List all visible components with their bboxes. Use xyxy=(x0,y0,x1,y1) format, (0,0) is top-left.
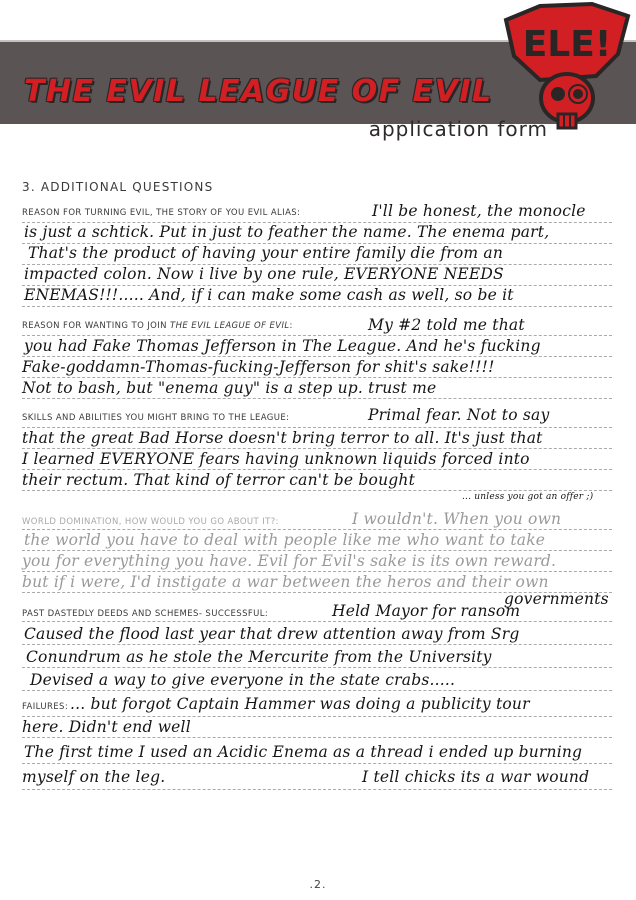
answer-line: you had Fake Thomas Jefferson in The League. And he's fucking xyxy=(24,337,541,355)
label-league-name: THE EVIL LEAGUE OF EVIL xyxy=(170,321,290,331)
label-text: REASON FOR WANTING TO JOIN xyxy=(22,321,171,331)
answer-line: Conundrum as he stole the Mercurite from the University xyxy=(26,648,492,666)
answer-line: here. Didn't end well xyxy=(22,718,191,736)
logo-text: ELE! xyxy=(522,24,612,65)
answer-line: Fake-goddamn-Thomas-fucking-Jefferson for shit's sake!!!! xyxy=(22,358,495,376)
answer-line: I learned EVERYONE fears having unknown liquids forced into xyxy=(22,450,530,468)
answer-rule xyxy=(22,763,612,764)
answer-line: that the great Bad Horse doesn't bring terror to all. It's just that xyxy=(22,429,543,447)
form-title: THE EVIL LEAGUE OF EVIL xyxy=(24,74,493,109)
answer-rule xyxy=(22,550,612,551)
answer-line: their rectum. That kind of terror can't be bought xyxy=(22,471,416,489)
question-label-world-domination: WORLD DOMINATION, HOW WOULD YOU GO ABOUT IT?: xyxy=(22,517,279,527)
answer-aside: ... unless you got an offer ;) xyxy=(462,492,594,502)
page-number: .2. xyxy=(309,878,327,891)
answer-rule xyxy=(22,469,612,470)
answer-rule xyxy=(22,427,612,428)
answer-rule xyxy=(22,398,612,399)
answer-line: Caused the flood last year that drew attention away from Srg xyxy=(24,625,520,643)
answer-line: I wouldn't. When you own xyxy=(352,510,562,528)
label-text: : xyxy=(289,321,293,331)
answer-line: you for everything you have. Evil for Evil's sake is its own reward. xyxy=(22,552,557,570)
question-label-skills: SKILLS AND ABILITIES YOU MIGHT BRING TO THE LEAGUE: xyxy=(22,413,290,423)
answer-rule xyxy=(22,690,612,691)
answer-line: The first time I used an Acidic Enema as a thread i ended up burning xyxy=(24,743,583,761)
answer-rule xyxy=(22,789,612,790)
answer-rule xyxy=(22,490,612,491)
answer-rule xyxy=(22,737,612,738)
answer-rule xyxy=(22,716,612,717)
ele-logo xyxy=(500,2,634,140)
answer-rule xyxy=(22,335,612,336)
answer-line: Not to bash, but "enema guy" is a step up. trust me xyxy=(22,379,437,397)
answer-rule xyxy=(22,448,612,449)
answer-rule xyxy=(22,644,612,645)
answer-line: impacted colon. Now i live by one rule, EVERYONE NEEDS xyxy=(24,265,504,283)
question-label-successful-deeds: PAST DASTEDLY DEEDS AND SCHEMES- SUCCESSFUL: xyxy=(22,609,269,619)
answer-line: ... but forgot Captain Hammer was doing a publicity tour xyxy=(70,695,530,713)
answer-line: I tell chicks its a war wound xyxy=(362,768,590,786)
answer-rule xyxy=(22,571,612,572)
answer-line: the world you have to deal with people like me who want to take xyxy=(24,531,546,549)
answer-rule xyxy=(22,529,612,530)
question-label-turning-evil: REASON FOR TURNING EVIL, THE STORY OF YOU EVIL ALIAS: xyxy=(22,208,301,218)
answer-line: myself on the leg. xyxy=(22,768,166,786)
answer-rule xyxy=(22,306,612,307)
answer-line: Held Mayor for ransom xyxy=(332,602,521,620)
answer-rule xyxy=(22,621,612,622)
answer-line: My #2 told me that xyxy=(368,316,525,334)
answer-line: is just a schtick. Put in just to feather the name. The enema part, xyxy=(24,223,550,241)
answer-line: ENEMAS!!!..... And, if i can make some cash as well, so be it xyxy=(24,286,514,304)
form-subtitle: application form xyxy=(368,117,548,141)
question-label-failures: FAILURES: xyxy=(22,702,69,712)
question-label-joining xyxy=(22,321,293,331)
answer-rule xyxy=(22,667,612,668)
answer-rule xyxy=(22,377,612,378)
answer-line: but if i were, I'd instigate a war between the heros and their own xyxy=(22,573,549,591)
answer-line: Primal fear. Not to say xyxy=(368,406,550,424)
answer-aside: governments xyxy=(504,590,609,608)
answer-rule xyxy=(22,356,612,357)
answer-line: Devised a way to give everyone in the state crabs..... xyxy=(30,671,456,689)
section-heading: 3. ADDITIONAL QUESTIONS xyxy=(22,180,214,194)
answer-line: I'll be honest, the monocle xyxy=(372,202,586,220)
answer-line: That's the product of having your entire family die from an xyxy=(28,244,504,262)
